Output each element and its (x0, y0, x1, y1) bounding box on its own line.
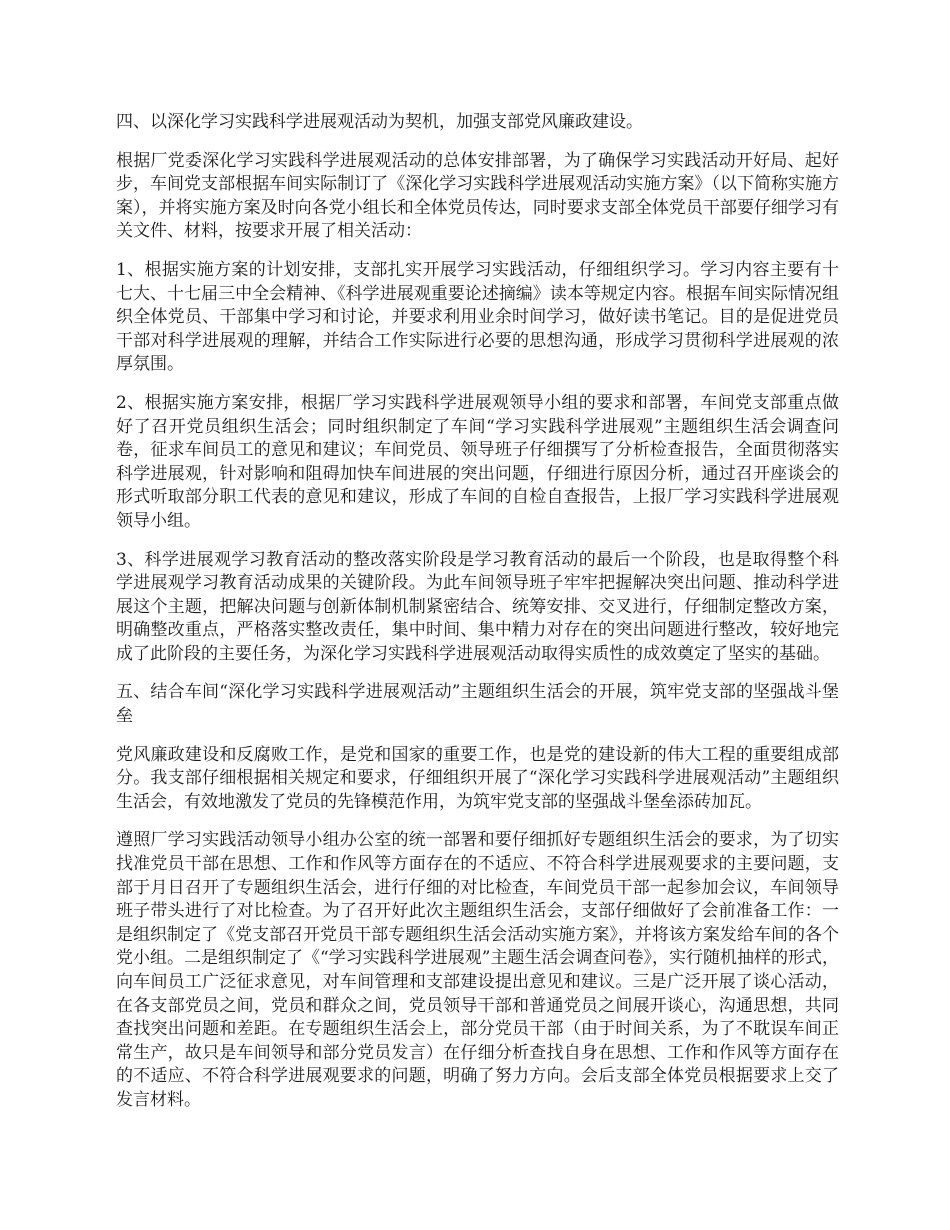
list-item-3: 3、科学进展观学习教育活动的整改落实阶段是学习教育活动的最后一个阶段，也是取得整个科学进展观学习教育活动成果的关键阶段。为此车间领导班子牢牢把握解决突出问题、推动科学进展这个主题，把解决问题与创新体制机制紧密结合、统筹安排、交叉进行，仔细制定整改方案，明确整改重点，严格落实整改责任，集中时间、集中精力对存在的突出问题进行整改，较好地完成了此阶段的主要任务，为深化学习实践科学进展观活动取得实质性的成效奠定了坚实的基础。 (116, 549, 839, 664)
body-paragraph: 遵照厂学习实践活动领导小组办公室的统一部署和要仔细抓好专题组织生活会的要求，为了切实找准党员干部在思想、工作和作风等方面存在的不适应、不符合科学进展观要求的主要问题，支部于月日召开了专题组织生活会，进行仔细的对比检查，车间党员干部一起参加会议，车间领导班子带头进行了对比检查。为了召开好此次主题组织生活会，支部仔细做好了会前准备工作：一是组织制定了《党支部召开党员干部专题组织生活会活动实施方案》，并将该方案发给车间的各个党小组。二是组织制定了《“学习实践科学进展观”主题生活会调查问卷》，实行随机抽样的形式，向车间员工广泛征求意见，对车间管理和支部建设提出意见和建议。三是广泛开展了谈心活动，在各支部党员之间，党员和群众之间，党员领导干部和普通党员之间展开谈心，沟通思想，共同查找突出问题和差距。在专题组织生活会上，部分党员干部（由于时间关系，为了不耽误车间正常生产，故只是车间领导和部分党员发言）在仔细分析查找自身在思想、工作和作风等方面存在的不适应、不符合科学进展观要求的问题，明确了努力方向。会后支部全体党员根据要求上交了发言材料。 (116, 830, 839, 1110)
list-item-2: 2、根据实施方案安排，根据厂学习实践科学进展观领导小组的要求和部署，车间党支部重点做好了召开党员组织生活会；同时组织制定了车间“学习实践科学进展观”主题组织生活会调查问卷，征求车间员工的意见和建议；车间党员、领导班子仔细撰写了分析检查报告，全面贯彻落实科学进展观，针对影响和阻碍加快车间进展的突出问题，仔细进行原因分析，通过召开座谈会的形式听取部分职工代表的意见和建议，形成了车间的自检自查报告，上报厂学习实践科学进展观领导小组。 (116, 392, 839, 531)
intro-paragraph: 根据厂党委深化学习实践科学进展观活动的总体安排部署，为了确保学习实践活动开好局、起好步，车间党支部根据车间实际制订了《深化学习实践科学进展观活动实施方案》（以下简称实施方案），并将实施方案及时向各党小组长和全体党员传达，同时要求支部全体党员干部要仔细学习有关文件、材料，按要求开展了相关活动： (116, 150, 839, 242)
list-item-1: 1、根据实施方案的计划安排，支部扎实开展学习实践活动，仔细组织学习。学习内容主要有十七大、十七届三中全会精神、《科学进展观重要论述摘编》读本等规定内容。根据车间实际情况组织全体党员、干部集中学习和讨论，并要求利用业余时间学习，做好读书笔记。目的是促进党员干部对科学进展观的理解，并结合工作实际进行必要的思想沟通，形成学习贯彻科学进展观的浓厚氛围。 (116, 259, 839, 375)
section-heading-5: 五、结合车间“深化学习实践科学进展观活动”主题组织生活会的开展，筑牢党支部的坚强战斗堡垒 (116, 682, 839, 727)
document-page (116, 111, 839, 1128)
body-paragraph: 党风廉政建设和反腐败工作，是党和国家的重要工作，也是党的建设新的伟大工程的重要组成部分。我支部仔细根据相关规定和要求，仔细组织开展了“深化学习实践科学进展观活动”主题组织生活会，有效地激发了党员的先锋模范作用，为筑牢党支部的坚强战斗堡垒添砖加瓦。 (116, 744, 839, 812)
section-heading-4: 四、以深化学习实践科学进展观活动为契机，加强支部党风廉政建设。 (116, 112, 643, 132)
